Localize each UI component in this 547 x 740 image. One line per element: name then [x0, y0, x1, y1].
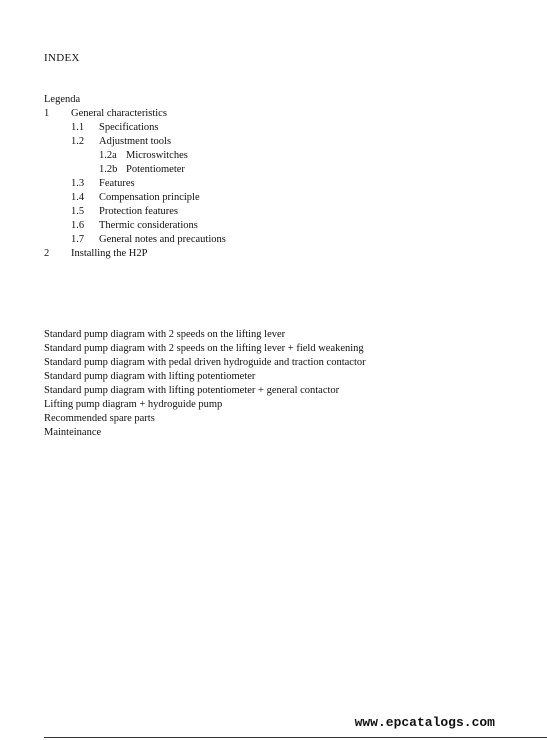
toc-entry: [44, 177, 524, 191]
diagram-list-item: Recommended spare parts: [44, 413, 155, 424]
toc-entry-number: 1.2: [71, 136, 85, 147]
toc-entry-label: Adjustment tools: [99, 136, 172, 147]
toc-entry-label: General characteristics: [71, 108, 167, 119]
diagram-list-item: Mainteinance: [44, 427, 102, 438]
toc-legend-label: Legenda: [44, 94, 81, 105]
diagram-list: [44, 328, 524, 440]
toc-entry-label: Features: [99, 178, 135, 189]
diagram-list-item: Standard pump diagram with 2 speeds on the lifting lever + field weakening: [44, 343, 364, 354]
toc-entry-number: 1.2b: [99, 164, 118, 175]
toc-entry-number: 1.6: [71, 220, 85, 231]
toc-entry-number: 1.3: [71, 178, 85, 189]
toc-entry: [44, 247, 524, 261]
toc-entry-number: 1.5: [71, 206, 85, 217]
index-title: INDEX: [44, 52, 80, 64]
footer-watermark-url: www.epcatalogs.com: [354, 715, 495, 730]
toc-entry-label: Thermic considerations: [99, 220, 198, 231]
toc-entry: [44, 233, 524, 247]
toc-entry-label: Potentiometer: [126, 164, 185, 175]
toc-entry: [44, 149, 524, 163]
toc-entry: [44, 205, 524, 219]
toc-entry-label: Installing the H2P: [71, 248, 148, 259]
diagram-list-item: Standard pump diagram with 2 speeds on the lifting lever: [44, 329, 286, 340]
toc-entry-number: 1: [44, 108, 50, 119]
toc-entry-label: General notes and precautions: [99, 234, 226, 245]
toc-entry: [44, 219, 524, 233]
toc-entry: [44, 121, 524, 135]
toc-entry-label: Protection features: [99, 206, 179, 217]
toc-entry-number: 1.7: [71, 234, 85, 245]
table-of-contents: [44, 93, 524, 261]
toc-entry: [44, 163, 524, 177]
diagram-list-item: Standard pump diagram with pedal driven hydroguide and traction contactor: [44, 357, 366, 368]
diagram-list-item: Standard pump diagram with lifting potentiometer: [44, 371, 256, 382]
toc-entry-label: Compensation principle: [99, 192, 200, 203]
diagram-list-item: Standard pump diagram with lifting potentiometer + general contactor: [44, 385, 340, 396]
diagram-list-item: Lifting pump diagram + hydroguide pump: [44, 399, 223, 410]
toc-entry: [44, 107, 524, 121]
toc-entry: [44, 191, 524, 205]
toc-entry-number: 1.1: [71, 122, 85, 133]
toc-entry-label: Microswitches: [126, 150, 188, 161]
toc-entry-number: 1.4: [71, 192, 85, 203]
toc-legend: [44, 93, 524, 107]
toc-entry: [44, 135, 524, 149]
footer-divider: [44, 737, 547, 738]
toc-entry-number: 2: [44, 248, 50, 259]
toc-entry-label: Specifications: [99, 122, 159, 133]
toc-entry-number: 1.2a: [99, 150, 117, 161]
